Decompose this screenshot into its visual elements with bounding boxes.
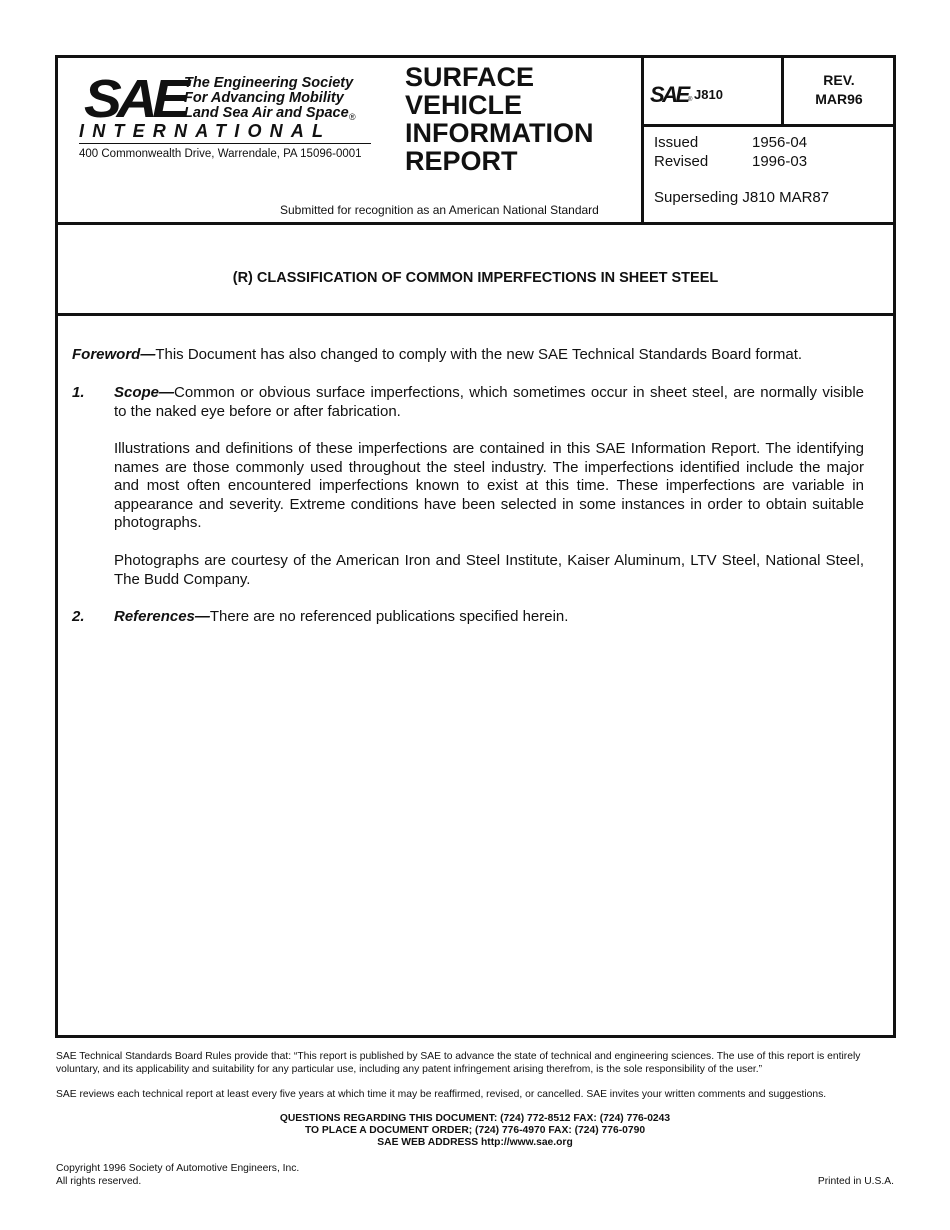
sae-address: 400 Commonwealth Drive, Warrendale, PA 15096-0001	[79, 148, 362, 160]
issued-row	[654, 133, 807, 152]
section-2-para-1	[114, 608, 864, 627]
section-1-label: Scope—	[114, 384, 175, 401]
document-type	[405, 63, 593, 175]
header-bottom-rule	[56, 222, 894, 225]
footer-rules-note: SAE Technical Standards Board Rules provide that: “This report is published by SAE to advance the state of technical and engineering sciences. The use of this report is entirely voluntary, and its applicability and suitability for any particular use, including any patent infringement arising therefrom, is the sole responsibility of the user.”	[56, 1051, 861, 1075]
section-1-para-1	[114, 384, 864, 421]
footer-order: TO PLACE A DOCUMENT ORDER; (724) 776-4970 FAX: (724) 776-0790	[304, 1125, 646, 1136]
sae-small-logo: SAE	[650, 82, 688, 107]
footer-review-note: SAE reviews each technical report at least every five years at which time it may be reaffirmed, revised, or cancelled. SAE invites your written comments and suggestions.	[56, 1089, 827, 1100]
doc-type-line-3: INFORMATION	[405, 118, 594, 148]
tagline-line-3: Land Sea Air and Space	[184, 105, 349, 121]
foreword-text: This Document has also changed to comply with the new SAE Technical Standards Board format.	[155, 346, 803, 363]
tagline-line-1: The Engineering Society	[184, 75, 354, 91]
footer-printed: Printed in U.S.A.	[817, 1176, 894, 1187]
footer-rights: All rights reserved.	[56, 1176, 142, 1187]
foreword	[72, 346, 872, 365]
footer-copyright: Copyright 1996 Society of Automotive Engineers, Inc.	[56, 1163, 300, 1174]
logo-underline	[79, 143, 371, 144]
doc-type-line-1: SURFACE	[405, 62, 535, 92]
small-registered-mark: ®	[688, 97, 693, 103]
doc-type-line-4: REPORT	[405, 146, 518, 176]
document-title: (R) CLASSIFICATION OF COMMON IMPERFECTIONS IN SHEET STEEL	[232, 270, 719, 286]
rev-label: REV.	[823, 72, 855, 88]
registered-mark: ®	[349, 112, 356, 122]
issued-date: 1956-04	[752, 134, 808, 151]
footer-questions: QUESTIONS REGARDING THIS DOCUMENT: (724) 772-8512 FAX: (724) 776-0243	[279, 1113, 671, 1124]
doc-type-line-2: VEHICLE	[405, 90, 523, 120]
document-number: J810	[694, 87, 723, 102]
issued-label: Issued	[654, 134, 699, 151]
footer-web-address: SAE WEB ADDRESS http://www.sae.org	[377, 1137, 573, 1148]
revised-row	[654, 152, 807, 171]
section-1-number: 1.	[72, 384, 85, 401]
section-2-label: References—	[114, 608, 210, 625]
sae-logo-mark: SAE	[84, 69, 185, 129]
foreword-label: Foreword—	[72, 346, 156, 363]
international-wordmark: INTERNATIONAL	[79, 121, 332, 141]
issue-dates	[654, 133, 807, 171]
revised-date: 1996-03	[752, 153, 808, 170]
rev-value: MAR96	[815, 91, 863, 107]
section-2-para-1-text: There are no referenced publications specified herein.	[209, 608, 569, 625]
title-bottom-rule	[56, 313, 894, 316]
superseding-note: Superseding J810 MAR87	[654, 189, 830, 206]
section-1-para-1-text: Common or obvious surface imperfections, which sometimes occur in sheet steel, are normally visible to the naked eye before or after fabrication.	[114, 384, 864, 420]
submitted-note: Submitted for recognition as an American National Standard	[280, 203, 599, 217]
sae-tagline	[184, 76, 353, 121]
section-1-para-3: Photographs are courtesy of the American Iron and Steel Institute, Kaiser Aluminum, LTV Steel, National Steel, The Budd Company.	[114, 552, 864, 588]
tagline-line-2: For Advancing Mobility	[184, 90, 344, 106]
revision-box	[785, 71, 893, 109]
header-rule-rev	[641, 124, 894, 127]
rev-divider	[781, 56, 784, 126]
section-2-number: 2.	[72, 608, 85, 625]
revised-label: Revised	[654, 153, 709, 170]
section-1-para-2: Illustrations and definitions of these imperfections are contained in this SAE Information Report. The identifying names are those commonly used throughout the steel industry. The imperfections identified include the major and most often encountered imperfections known to exist at this time. These imperfections are variable in appearance and severity. Extreme conditions have been selected in some instances in order to obtain suitable photographs.	[114, 440, 864, 532]
header-divider	[641, 56, 644, 224]
